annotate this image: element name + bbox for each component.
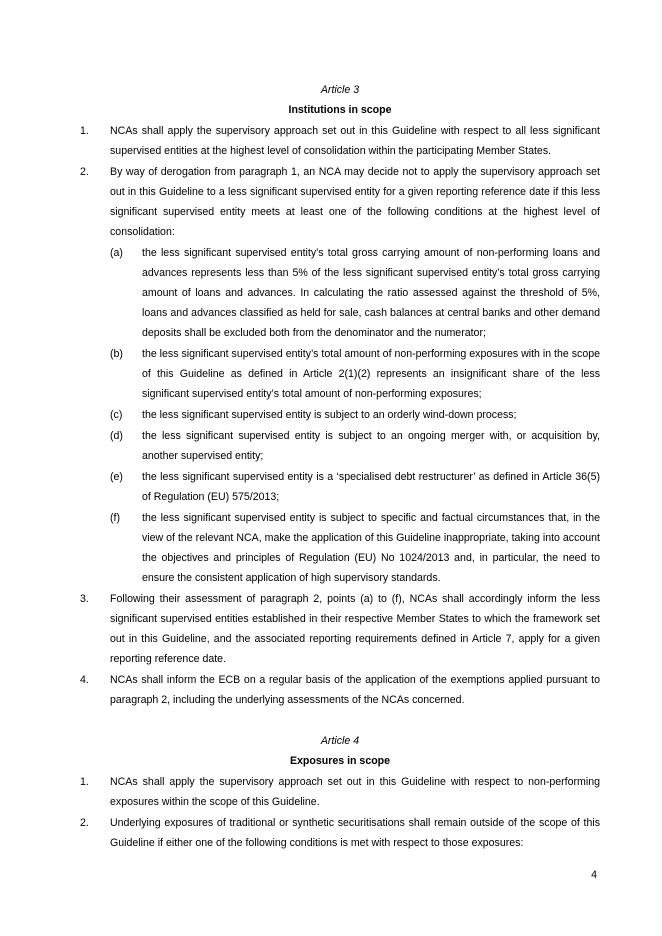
subpoint: [110, 467, 600, 507]
subpoint-label: (e): [110, 471, 123, 483]
paragraph-number: 1.: [80, 776, 89, 788]
subpoint: [110, 344, 600, 404]
paragraph-number: 4.: [80, 674, 89, 686]
article-4-paragraph: [80, 813, 600, 853]
article-3-paragraph: [80, 162, 600, 242]
subpoint-text: the less significant supervised entity’s total amount of non-performing exposures with in the scope of this Guideline as defined in Article 2(1)(2) represents an insignificant share of the less significant supervised entity’s total amount of non-performing exposures;: [142, 348, 600, 400]
paragraph-text: Following their assessment of paragraph 2, points (a) to (f), NCAs shall accordingly inform the less significant supervised entities established in their respective Member States to which the framework set out in this Guideline, and the associated reporting requirements defined in Article 7, apply for a given reporting reference date.: [110, 593, 600, 665]
subpoint-label: (c): [110, 409, 123, 421]
paragraph-text: Underlying exposures of traditional or synthetic securitisations shall remain outside of the scope of this Guideline if either one of the following conditions is met with respect to those exposures:: [110, 817, 600, 849]
paragraph-text: NCAs shall apply the supervisory approach set out in this Guideline with respect to non-performing exposures within the scope of this Guideline.: [110, 776, 600, 808]
paragraph-number: 1.: [80, 125, 89, 137]
document-page: [80, 80, 600, 854]
subpoint: [110, 426, 600, 466]
subpoint-label: (a): [110, 247, 123, 259]
paragraph-number: 3.: [80, 593, 89, 605]
subpoint: [110, 243, 600, 343]
article-4-number: Article 4: [320, 735, 360, 747]
subpoint-label: (d): [110, 430, 123, 442]
subpoint-text: the less significant supervised entity is subject to an ongoing merger with, or acquisition by, another supervised entity;: [142, 430, 600, 462]
article-3-title: Institutions in scope: [288, 104, 392, 116]
paragraph-text: NCAs shall apply the supervisory approach set out in this Guideline with respect to all less significant supervised entities at the highest level of consolidation within the participating Member States.: [110, 125, 600, 157]
article-4-title: Exposures in scope: [289, 755, 391, 767]
article-3-paragraph: [80, 589, 600, 669]
subpoint: [110, 405, 600, 425]
spacer: [80, 711, 600, 731]
subpoint-label: (f): [110, 512, 120, 524]
page-number: 4: [591, 869, 597, 881]
subpoint: [110, 508, 600, 588]
paragraph-number: 2.: [80, 166, 89, 178]
subpoint-text: the less significant supervised entity is subject to an orderly wind-down process;: [142, 409, 517, 421]
article-3-number: Article 3: [320, 84, 360, 96]
subpoint-text: the less significant supervised entity is subject to specific and factual circumstances that, in the view of the relevant NCA, make the application of this Guideline inappropriate, taking into account the objectives and principles of Regulation (EU) No 1024/2013 and, in particular, the need to ensure the consistent application of high supervisory standards.: [142, 512, 600, 584]
article-3-paragraph: [80, 670, 600, 710]
subpoint-label: (b): [110, 348, 123, 360]
paragraph-text: By way of derogation from paragraph 1, an NCA may decide not to apply the supervisory approach set out in this Guideline to a less significant supervised entity for a given reporting reference date if this less significant supervised entity meets at least one of the following conditions at the highest level of consolidation:: [110, 166, 600, 238]
paragraph-number: 2.: [80, 817, 89, 829]
paragraph-text: NCAs shall inform the ECB on a regular basis of the application of the exemptions applied pursuant to paragraph 2, including the underlying assessments of the NCAs concerned.: [110, 674, 600, 706]
article-3-paragraph: [80, 121, 600, 161]
subpoint-text: the less significant supervised entity is a ‘specialised debt restructurer’ as defined in Article 36(5) of Regulation (EU) 575/2013;: [142, 471, 600, 503]
subpoint-text: the less significant supervised entity’s total gross carrying amount of non-performing loans and advances represents less than 5% of the less significant supervised entity’s total gross carrying amount of loans and advances. In calculating the ratio assessed against the threshold of 5%, loans and advances classified as held for sale, cash balances at central banks and other demand deposits shall be excluded both from the denominator and the numerator;: [142, 247, 600, 339]
article-4-paragraph: [80, 772, 600, 812]
